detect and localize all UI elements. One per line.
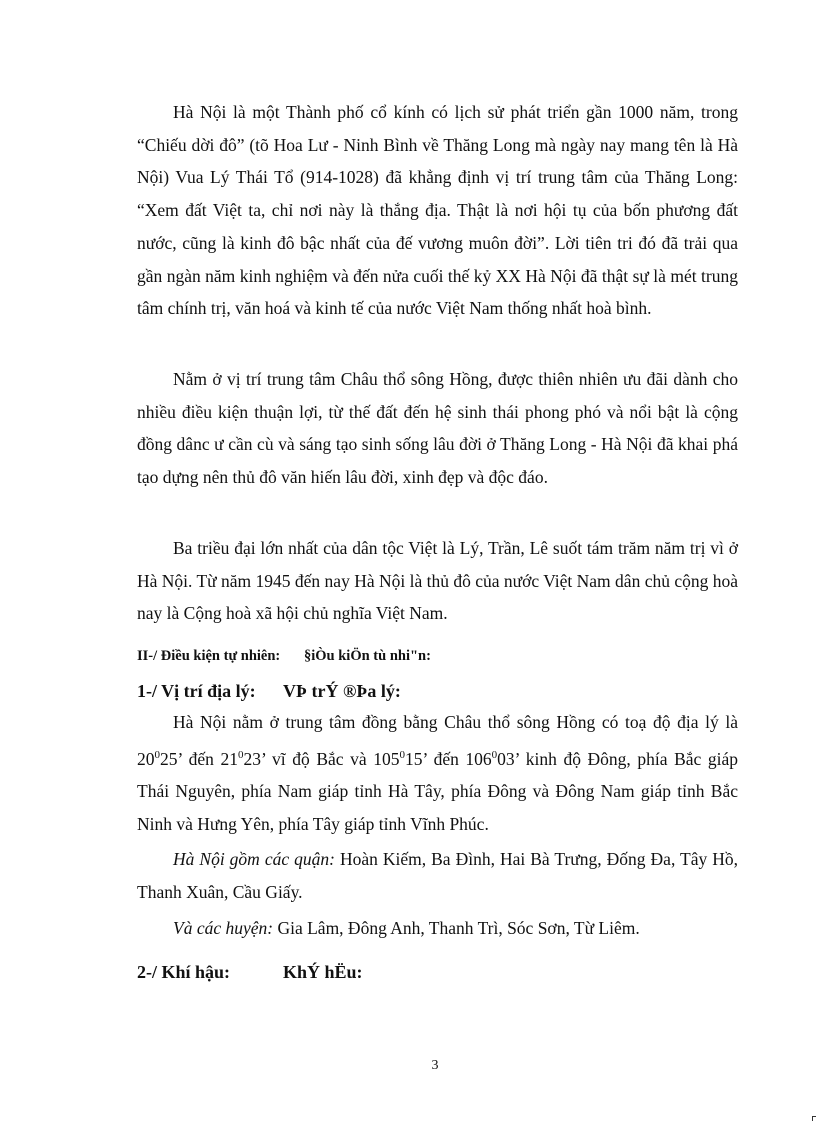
subsection-heading-geography [137, 681, 401, 702]
subsection-heading-text: 2-/ Khí hậu: [137, 962, 231, 982]
page-number: 3 [431, 1058, 439, 1073]
paragraph-dynasties: Ba triều đại lớn nhất của dân tộc Việt là Lý, Trần, Lê suốt tám trăm năm trị vì ở Hà Nội. Từ năm 1945 đến nay Hà Nội là thủ đô của nước Việt Nam dân chủ cộng hoà nay là Cộng hoà xã hội chủ nghĩa Việt Nam. [137, 538, 738, 624]
section-heading-natural-conditions [137, 648, 431, 665]
subsection-heading-encoded: VÞ trÝ ®Þa lý: [283, 681, 401, 701]
districts-label: Hà Nội gồm các quận: [173, 849, 335, 869]
section-heading-encoded: §iÒu kiÖn tù nhi"n: [304, 648, 431, 664]
subsection-heading-encoded: KhÝ hËu: [283, 962, 363, 982]
page-corner-mark [812, 1116, 816, 1121]
section-heading-text: II-/ Điều kiện tự nhiên: [137, 648, 281, 664]
paragraph-location-culture: Nằm ở vị trí trung tâm Châu thổ sông Hồng, được thiên nhiên ưu đãi dành cho nhiều điều kiện thuận lợi, từ thế đất đến hệ sinh thái phong phó và nổi bật là cộng đồng dânc ư cần cù và sáng tạo sinh sống lâu đời ở Thăng Long - Hà Nội đã khai phá tạo dựng nên thủ đô văn hiến lâu đời, xinh đẹp và độc đáo. [137, 369, 738, 488]
paragraph-counties: Và các huyện: Gia Lâm, Đông Anh, Thanh Trì, Sóc Sơn, Từ Liêm. [173, 918, 640, 938]
paragraph-history: Hà Nội là một Thành phố cổ kính có lịch sử phát triển gần 1000 năm, trong “Chiếu dời đô” (tõ Hoa Lư - Ninh Bình về Thăng Long mà ngày nay mang tên là Hà Nội) Vua Lý Thái Tổ (914-1028) đã khẳng định vị trí trung tâm của Thăng Long: “Xem đất Việt ta, chỉ nơi này là thắng địa. Thật là nơi hội tụ của bốn phương đất nước, cũng là kinh đô bậc nhất của đế vương muôn đời”. Lời tiên tri đó đã trải qua gần ngàn năm kinh nghiệm và đến nửa cuối thế kỷ XX Hà Nội đã thật sự là mét trung tâm chính trị, văn hoá và kinh tế của nước Việt Nam thống nhất hoà bình. [137, 102, 738, 319]
subsection-heading-climate [137, 962, 363, 983]
paragraph-districts: Hà Nội gồm các quận: Hoàn Kiếm, Ba Đình, Hai Bà Trưng, Đống Đa, Tây Hồ, Thanh Xuân, Cầu Giấy. [137, 849, 738, 902]
counties-label: Và các huyện: [173, 918, 274, 938]
paragraph-coordinates: Hà Nội nằm ở trung tâm đồng bằng Châu thổ sông Hồng có toạ độ địa lý là $20^025$’ đến $21^023$’ vĩ độ Bắc và $105^015$’ đến $106^003$’ kinh độ Đông, phía Bắc giáp Thái Nguyên, phía Nam giáp tỉnh Hà Tây, phía Đông và Đông Nam giáp tỉnh Bắc Ninh và Hưng Yên, phía Tây giáp tỉnh Vĩnh Phúc. [137, 712, 739, 834]
subsection-heading-text: 1-/ Vị trí địa lý: [137, 681, 256, 701]
